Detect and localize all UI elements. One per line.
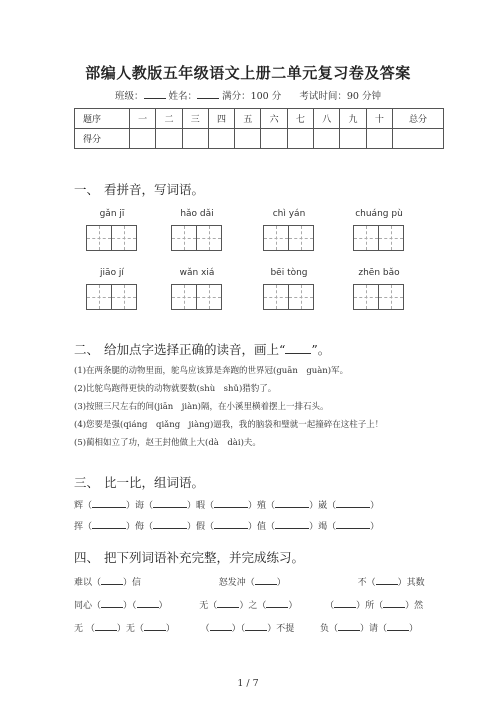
writing-grid[interactable] bbox=[263, 284, 313, 310]
answer-blank[interactable] bbox=[336, 498, 370, 508]
writing-grid[interactable] bbox=[86, 284, 136, 310]
idiom-part: ）不提 bbox=[267, 624, 295, 634]
section-2-title-end: ”。 bbox=[311, 342, 331, 357]
row1-part: ）暇（ bbox=[187, 501, 215, 511]
pinyin-6: wǎn xiá bbox=[179, 268, 215, 278]
col-5: 五 bbox=[235, 109, 261, 129]
pinyin-1: gǎn jī bbox=[99, 209, 125, 219]
writing-grid[interactable] bbox=[86, 225, 136, 251]
score-cell[interactable] bbox=[182, 129, 208, 149]
idiom-part: ）然 bbox=[405, 601, 424, 611]
question-2-5: (5)蔺相如立了功，赵王封他做上大(dà dài)夫。 bbox=[74, 438, 261, 448]
col-2: 二 bbox=[156, 109, 182, 129]
col-8: 八 bbox=[314, 109, 340, 129]
answer-blank[interactable] bbox=[334, 598, 356, 608]
col-1: 一 bbox=[130, 109, 156, 129]
writing-grid[interactable] bbox=[353, 284, 403, 310]
section-3-heading bbox=[74, 473, 204, 491]
score-cell[interactable] bbox=[130, 129, 156, 149]
mark-blank bbox=[285, 344, 311, 354]
writing-grid[interactable] bbox=[171, 225, 221, 251]
pinyin-2: hǎo dǎi bbox=[180, 209, 214, 219]
idiom-part: 负（ bbox=[319, 624, 338, 634]
class-label: 班级： bbox=[115, 91, 144, 102]
idiom-part: ） bbox=[276, 578, 286, 588]
answer-blank[interactable] bbox=[101, 598, 123, 608]
col-4: 四 bbox=[208, 109, 234, 129]
row2-part: 挥（ bbox=[74, 522, 93, 532]
answer-blank[interactable] bbox=[376, 575, 398, 585]
answer-blank[interactable] bbox=[153, 519, 187, 529]
col-3: 三 bbox=[182, 109, 208, 129]
answer-blank[interactable] bbox=[214, 498, 248, 508]
idiom-part: 无 （ bbox=[74, 624, 95, 634]
score-cell[interactable] bbox=[287, 129, 313, 149]
answer-blank[interactable] bbox=[266, 598, 288, 608]
section-2-number: 二、 bbox=[74, 342, 100, 357]
exam-time: 考试时间：90 分钟 bbox=[299, 91, 381, 102]
row1-part: 辉（ bbox=[74, 501, 93, 511]
answer-blank[interactable] bbox=[214, 519, 248, 529]
score-table-score-row bbox=[75, 129, 444, 149]
idiom-part: ） bbox=[165, 624, 175, 634]
idiom-row-1 bbox=[74, 575, 425, 588]
total-label: 总分 bbox=[393, 109, 444, 129]
section-1-title: 看拼音，写词语。 bbox=[104, 182, 205, 197]
idiom-part: ）（ bbox=[123, 601, 137, 611]
section-4-heading bbox=[74, 548, 304, 566]
section-3-number: 三、 bbox=[74, 475, 100, 490]
col-7: 七 bbox=[287, 109, 313, 129]
row2-part: ）假（ bbox=[187, 522, 215, 532]
writing-grid[interactable] bbox=[353, 225, 403, 251]
answer-blank[interactable] bbox=[383, 598, 405, 608]
answer-blank[interactable] bbox=[275, 519, 309, 529]
answer-blank[interactable] bbox=[387, 621, 409, 631]
row2-part: ）侮（ bbox=[126, 522, 154, 532]
idiom-part: ）所（ bbox=[356, 601, 384, 611]
idiom-part: ）之（ bbox=[239, 601, 267, 611]
section-1-number: 一、 bbox=[74, 182, 100, 197]
answer-blank[interactable] bbox=[95, 621, 117, 631]
class-blank[interactable] bbox=[144, 89, 166, 99]
idiom-part: 不（ bbox=[357, 578, 376, 588]
idiom-part: ）请（ bbox=[359, 624, 387, 634]
idiom-part: ）（ bbox=[231, 624, 246, 634]
row2-part: ）竭（ bbox=[309, 522, 337, 532]
answer-blank[interactable] bbox=[92, 498, 126, 508]
score-cell[interactable] bbox=[366, 129, 392, 149]
idiom-part: （ bbox=[200, 624, 210, 634]
score-label: 得分 bbox=[75, 129, 130, 149]
col-10: 十 bbox=[366, 109, 392, 129]
question-2-3: (3)按照三尺左右的间(jiān jiàn)隔，在小溪里横着摆上一排石头。 bbox=[74, 402, 329, 412]
idiom-row-3 bbox=[74, 621, 418, 634]
question-2-2: (2)比鸵鸟跑得更快的动物就要数(shù shǔ)猎豹了。 bbox=[74, 384, 277, 394]
student-info-line bbox=[0, 88, 496, 102]
idiom-row-2 bbox=[74, 598, 423, 611]
answer-blank[interactable] bbox=[338, 621, 360, 631]
pinyin-3: chì yán bbox=[272, 209, 306, 219]
answer-blank[interactable] bbox=[217, 598, 239, 608]
row1-part: ）诲（ bbox=[126, 501, 154, 511]
row2-part: ）值（ bbox=[248, 522, 276, 532]
section-2-heading bbox=[74, 340, 330, 358]
answer-blank[interactable] bbox=[101, 575, 123, 585]
score-cell[interactable] bbox=[261, 129, 287, 149]
col-6: 六 bbox=[261, 109, 287, 129]
answer-blank[interactable] bbox=[336, 519, 370, 529]
idiom-part: ） bbox=[288, 601, 298, 611]
answer-blank[interactable] bbox=[144, 621, 166, 631]
row1-part: ）崴（ bbox=[309, 501, 337, 511]
idiom-part: ） bbox=[158, 601, 168, 611]
question-2-1: (1)在两条腿的动物里面，鸵鸟应该算是奔跑的世界冠(guān guàn)军。 bbox=[74, 366, 349, 376]
pinyin-4: chuáng pù bbox=[355, 209, 403, 219]
total-score-cell[interactable] bbox=[393, 129, 444, 149]
answer-blank[interactable] bbox=[153, 498, 187, 508]
section-2-title: 给加点字选择正确的读音，画上“ bbox=[104, 342, 286, 357]
answer-blank[interactable] bbox=[92, 519, 126, 529]
answer-blank[interactable] bbox=[137, 598, 159, 608]
question-order-label: 题序 bbox=[75, 109, 130, 129]
question-2-4: (4)您要是强(qiáng qiǎng jiàng)逼我，我的脑袋和璧就一起撞碎在这柱子上！ bbox=[74, 420, 384, 430]
row1-part: ）殖（ bbox=[248, 501, 276, 511]
score-cell[interactable] bbox=[314, 129, 340, 149]
col-9: 九 bbox=[340, 109, 366, 129]
row2-part: ） bbox=[370, 522, 380, 532]
name-label: 姓名： bbox=[168, 91, 198, 102]
document-title: 部编人教版五年级语文上册二单元复习卷及答案 bbox=[85, 64, 411, 82]
section-3-title: 比一比，组词语。 bbox=[104, 475, 205, 490]
pinyin-8: zhēn bǎo bbox=[358, 268, 400, 278]
name-blank[interactable] bbox=[197, 89, 219, 99]
writing-grid[interactable] bbox=[263, 225, 313, 251]
section-4-title: 把下列词语补充完整，并完成练习。 bbox=[104, 550, 305, 565]
pinyin-5: jiāo jí bbox=[100, 268, 124, 278]
idiom-part: 同心（ bbox=[74, 601, 102, 611]
answer-blank[interactable] bbox=[255, 575, 277, 585]
score-cell[interactable] bbox=[340, 129, 366, 149]
score-cell[interactable] bbox=[156, 129, 182, 149]
idiom-part: （ bbox=[325, 601, 335, 611]
full-score: 满分：100 分 bbox=[222, 91, 282, 102]
pinyin-7: bēi tòng bbox=[270, 268, 308, 278]
idiom-part: ） bbox=[408, 624, 418, 634]
idiom-part: ）信 bbox=[123, 578, 142, 588]
score-table bbox=[74, 108, 444, 149]
row1-part: ） bbox=[370, 501, 380, 511]
idiom-part: ）无（ bbox=[116, 624, 144, 634]
word-compare-row-2 bbox=[74, 519, 379, 532]
answer-blank[interactable] bbox=[210, 621, 232, 631]
section-1-heading bbox=[74, 180, 204, 198]
answer-blank[interactable] bbox=[275, 498, 309, 508]
writing-grid[interactable] bbox=[171, 284, 221, 310]
score-cell[interactable] bbox=[208, 129, 234, 149]
page-number: 1 / 7 bbox=[237, 678, 259, 689]
idiom-part: ）其数 bbox=[397, 578, 425, 588]
idiom-part: 无（ bbox=[199, 601, 218, 611]
score-table-header-row bbox=[75, 109, 444, 129]
idiom-part: 难以（ bbox=[74, 578, 102, 588]
score-cell[interactable] bbox=[235, 129, 261, 149]
word-compare-row-1 bbox=[74, 498, 379, 511]
answer-blank[interactable] bbox=[245, 621, 267, 631]
section-4-number: 四、 bbox=[74, 550, 100, 565]
idiom-part: 怒发冲（ bbox=[218, 578, 255, 588]
